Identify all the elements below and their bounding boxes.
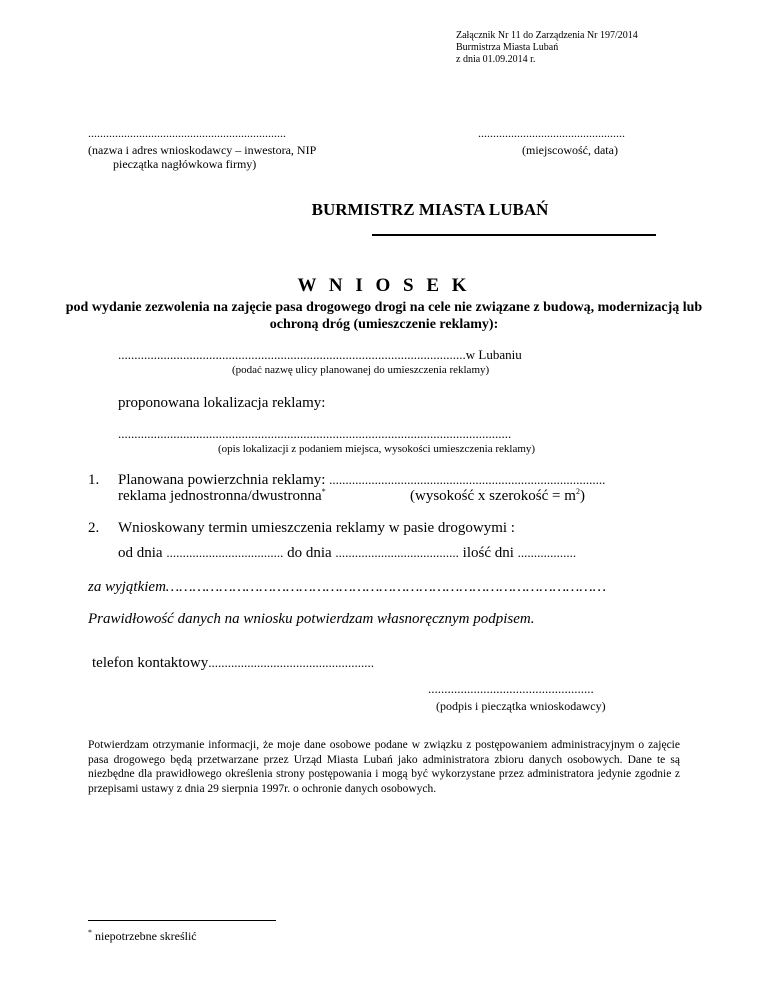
street-label: (podać nazwę ulicy planowanej do umieszczenia reklamy) xyxy=(232,364,490,376)
item1-sided: reklama jednostronna/dwustronna xyxy=(118,488,322,504)
item2-from-dots: .................................... xyxy=(166,545,284,560)
footnote-mark: * xyxy=(88,928,92,937)
item2-days-label: ilość dni xyxy=(462,545,514,561)
signature-label: (podpis i pieczątka wnioskodawcy) xyxy=(436,699,606,713)
item1-dimensions xyxy=(410,487,585,505)
header-note-line1: Załącznik Nr 11 do Zarządzenia Nr 197/2014 xyxy=(456,30,638,41)
item2-to-label: do dnia xyxy=(287,545,332,561)
confirmation-text: Prawidłowość danych na wniosku potwierdzam własnoręcznym podpisem. xyxy=(88,611,535,627)
form-subtitle: pod wydanie zezwolenia na zajęcie pasa drogowego drogi na cele nie związane z budową, modernizacją lub ochroną dróg (umieszczenie reklamy): xyxy=(65,300,703,332)
item1-dims-text: (wysokość x szerokość = m xyxy=(410,488,576,504)
location-heading: proponowana lokalizacja reklamy: xyxy=(118,395,326,411)
street-suffix: w Lubaniu xyxy=(465,347,522,362)
item2-text: Wnioskowany termin umieszczenia reklamy w pasie drogowymi : xyxy=(118,520,515,536)
item2-dates xyxy=(118,545,576,562)
item2-from-label: od dnia xyxy=(118,545,163,561)
phone-line xyxy=(92,655,374,672)
header-note-line2: Burmistrza Miasta Lubań xyxy=(456,42,559,53)
signature-dots: ................................................... xyxy=(428,681,594,696)
item2-days-dots: .................. xyxy=(517,545,577,560)
form-title: W N I O S E K xyxy=(297,275,471,296)
header-note xyxy=(456,30,638,66)
header-note-line3: z dnia 01.09.2014 r. xyxy=(456,54,536,65)
applicant-label-line2: pieczątka nagłówkowa firmy) xyxy=(113,157,257,171)
item2-to-dots: ...................................... xyxy=(335,545,459,560)
item1-number: 1. xyxy=(88,472,100,488)
item1-footnote-mark: * xyxy=(321,487,326,496)
item1-line2 xyxy=(118,487,326,505)
exception-dots: ……………………………………………………………………………………… xyxy=(165,579,607,595)
location-dots: ......................................................................................................................... xyxy=(118,426,512,441)
place-date-dots: ................................................. xyxy=(478,126,625,140)
item1-text: Planowana powierzchnia reklamy: xyxy=(118,472,330,488)
data-consent-clause: Potwierdzam otrzymanie informacji, że moje dane osobowe podane w związku z postępowaniem administracyjnym o zajęcie pasa drogowego będą przetwarzane przez Urząd Miasta Lubań jako administratora zbioru danych osobowych. Dane te są niezbędne dla prawidłowego określenia strony postępowania i mogą być wykorzystane przez administratora jedynie zgodnie z przepisami ustawy z dnia 29 sierpnia 1997r. o ochronie danych osobowych. xyxy=(88,739,680,795)
phone-label: telefon kontaktowy xyxy=(92,655,209,671)
item1-dims-sup: 2 xyxy=(575,487,580,496)
exception-line xyxy=(88,579,606,596)
applicant-dots: .................................................................. xyxy=(88,126,286,140)
applicant-label-line1: (nazwa i adres wnioskodawcy – inwestora, NIP xyxy=(88,143,317,157)
place-date-label: (miejscowość, data) xyxy=(522,143,618,157)
item2-number: 2. xyxy=(88,520,100,536)
footnote xyxy=(88,928,197,944)
item1-dims-end: ) xyxy=(579,488,585,504)
footnote-separator xyxy=(88,920,276,921)
item1-dots: ..................................................................................... xyxy=(329,472,606,487)
street-line xyxy=(118,347,522,363)
addressee-underline xyxy=(372,234,656,236)
addressee-title: BURMISTRZ MIASTA LUBAŃ xyxy=(311,200,549,219)
street-dots: ........................................................................................................... xyxy=(118,347,466,362)
location-label: (opis lokalizacji z podaniem miejsca, wysokości umieszczenia reklamy) xyxy=(218,443,536,455)
phone-dots: ................................................... xyxy=(208,655,374,670)
footnote-text: niepotrzebne skreślić xyxy=(92,929,197,943)
exception-label: za wyjątkiem xyxy=(88,579,166,595)
